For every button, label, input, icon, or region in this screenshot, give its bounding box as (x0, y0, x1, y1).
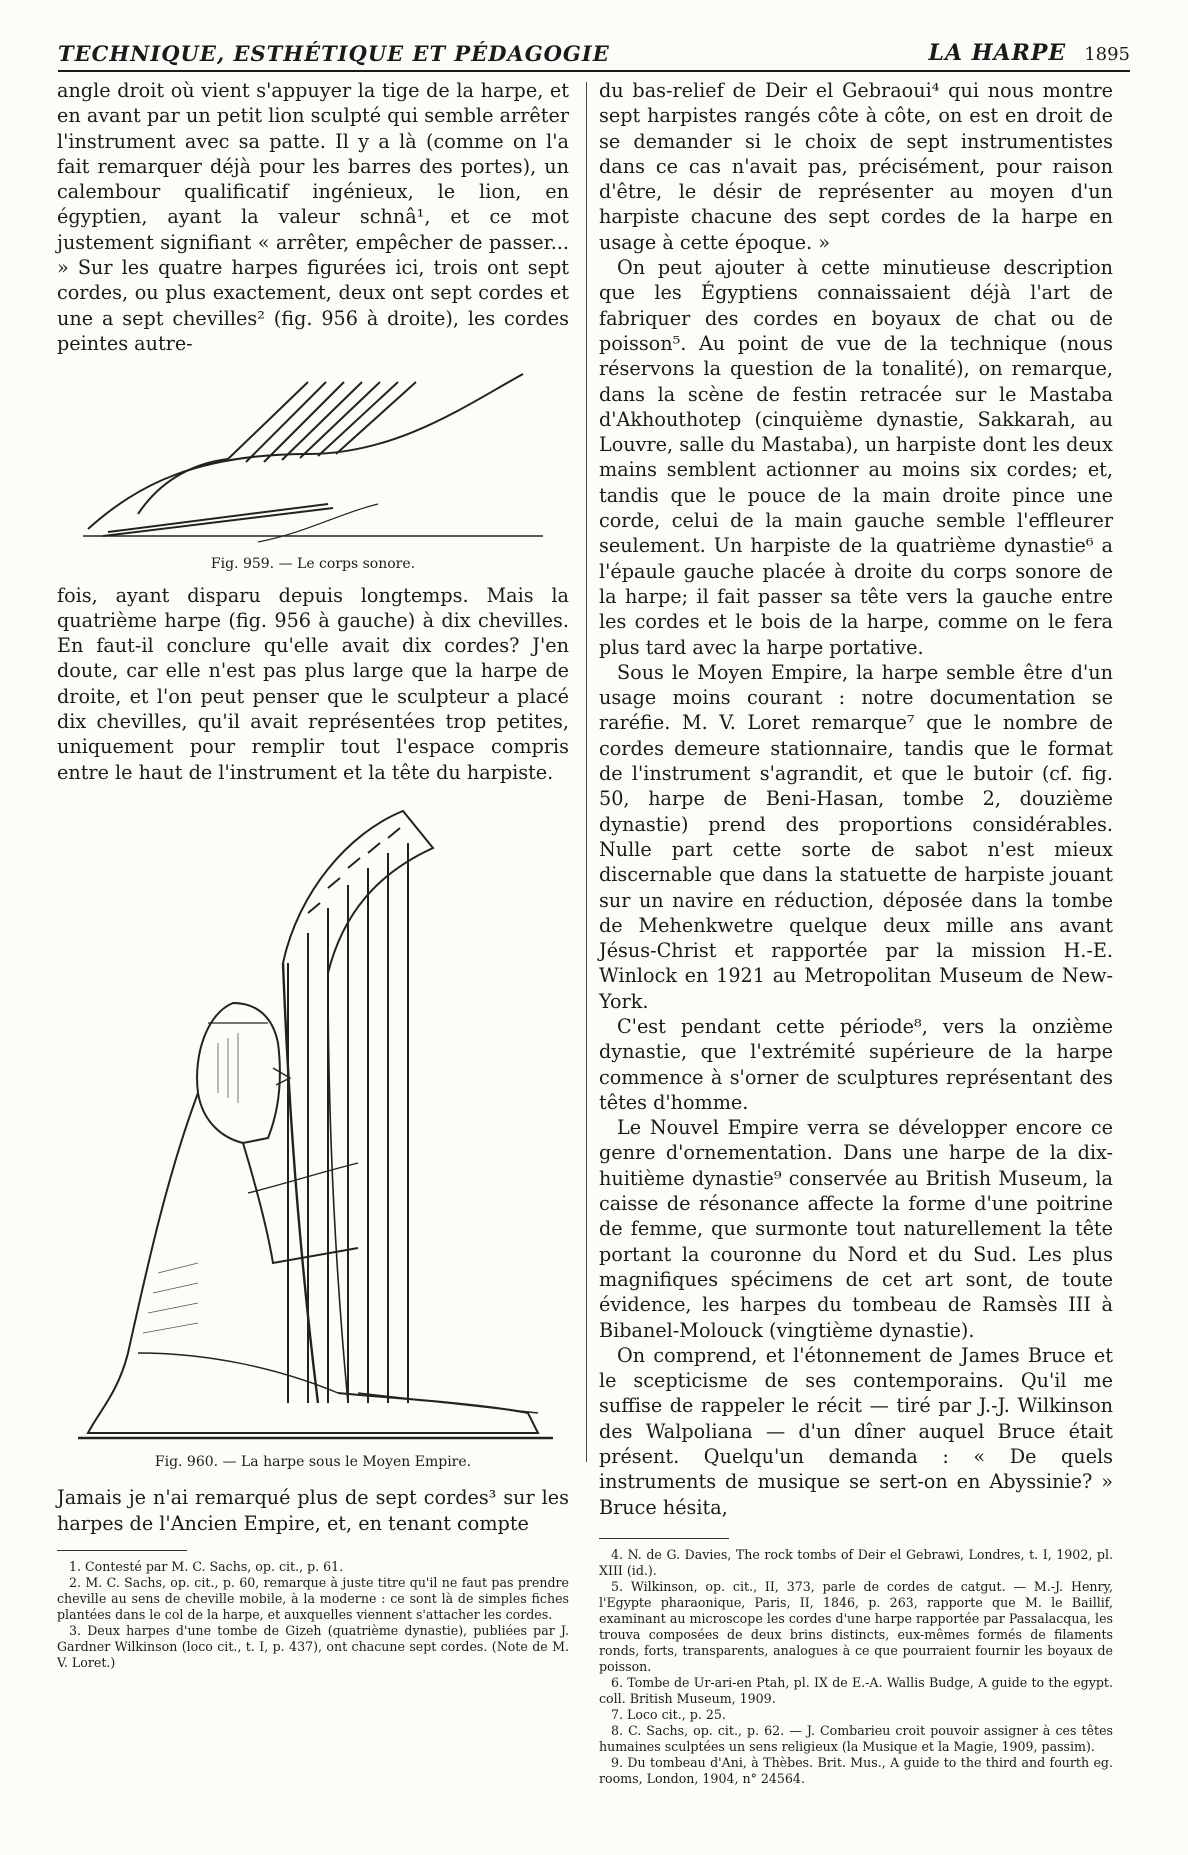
header-section-title: TECHNIQUE, ESTHÉTIQUE ET PÉDAGOGIE (58, 41, 610, 66)
right-paragraph-1: du bas-relief de Deir el Gebraoui⁴ qui nous montre sept harpistes rangés côte à côte, on est en droit de se demander si le choix de sept instrumentistes dans ce cas n'avait pas, précisément, pour raison d'être, le désir de représenter au moyen d'un harpiste chacune des sept cordes de la harpe en usage à cette époque. » (599, 79, 1113, 254)
footnote-separator-right (599, 1538, 729, 1539)
figure-959-caption: Fig. 959. — Le corps sonore. (210, 555, 416, 572)
figure-960-caption: Fig. 960. — La harpe sous le Moyen Empire. (154, 1454, 472, 1471)
right-paragraph-3: Sous le Moyen Empire, la harpe semble être d'un usage moins courant : notre documentation se raréfie. M. V. Loret remarque⁷ que le nombre de cordes demeure stationnaire, tandis que le format de l'instrument s'agrandit, et que le butoir (cf. fig. 50, harpe de Beni-Hasan, tombe 2, douzième dynastie) prend des proportions considérables. Nulle part cette sorte de sabot n'est mieux discernable que dans la statuette de harpiste jouant sur un navire en réduction, déposée dans la tombe de Mehenkwetre quelque deux mille ans avant Jésus-Christ et rapportée par la mission H.-E. Winlock en 1921 au Metropolitan Museum de New-York. (599, 660, 1113, 1013)
footnote-6: 6. Tombe de Ur-ari-en Ptah, pl. IX de E.-A. Wallis Budge, A guide to the egypt. coll. British Museum, 1909. (599, 1674, 1113, 1706)
left-paragraph-1: angle droit où vient s'appuyer la tige de la harpe, et en avant par un petit lion sculpté qui semble arrêter l'instrument avec sa patte. Il y a là (comme on l'a fait remarquer déjà pour les barres des portes), un calembour qualificatif ingénieux, le lion, en égyptien, ayant la valeur schnâ¹, et ce mot justement signifiant « arrêter, empêcher de passer... » Sur les quatre harpes figurées ici, trois ont sept cordes, ou plus exactement, deux ont sept cordes et une a sept chevilles² (fig. 956 à droite), les cordes peintes autre- (57, 79, 569, 355)
footnote-4: 4. N. de G. Davies, The rock tombs of Deir el Gebrawi, Londres, t. I, 1902, pl. XIII (id.). (599, 1546, 1113, 1578)
left-paragraph-3: Jamais je n'ai remarqué plus de sept cordes³ sur les harpes de l'Ancien Empire, et, en tenant compte (57, 1486, 569, 1535)
footnote-3: 3. Deux harpes d'une tombe de Gizeh (quatrième dynastie), publiées par J. Gardner Wilkinson (loco cit., t. I, p. 437), ont chacune sept cordes. (Note de M. V. Loret.) (57, 1622, 569, 1670)
right-paragraph-5: Le Nouvel Empire verra se développer encore ce genre d'ornementation. Dans une harpe de la dix-huitième dynastie⁹ conservée au British Museum, la caisse de résonance affecte la forme d'une poitrine de femme, que surmonte tout naturellement la tête portant la couronne du Nord et du Sud. Les plus magnifiques spécimens de cet art sont, de toute évidence, les harpes du tombeau de Ramsès III à Bibanel-Molouck (vingtième dynastie). (599, 1116, 1113, 1342)
left-footnotes (57, 1559, 569, 1671)
column-divider (586, 82, 587, 1462)
footnote-1: 1. Contesté par M. C. Sachs, op. cit., p. 61. (69, 1558, 344, 1574)
left-column (57, 78, 569, 1671)
footnote-7: 7. Loco cit., p. 25. (611, 1706, 726, 1722)
right-footnotes (599, 1547, 1113, 1787)
seated-harpist-illustration (58, 793, 568, 1443)
figure-959 (57, 364, 569, 572)
right-paragraph-6: On comprend, et l'étonnement de James Bruce et le scepticisme de ses contemporains. Qu'il me suffise de rappeler le récit — tiré par J.-J. Wilkinson des Walpoliana — d'un dîner auquel Bruce était présent. Quelqu'un demanda : « De quels instruments de musique se sert-on en Abyssinie? » Bruce hésita, (599, 1343, 1113, 1519)
left-paragraph-2: fois, ayant disparu depuis longtemps. Mais la quatrième harpe (fig. 956 à gauche) à dix chevilles. En faut-il conclure qu'elle avait dix cordes? J'en doute, car elle n'est pas plus large que la harpe de droite, et l'on peut penser que le sculpteur a placé dix chevilles, qu'il avait représentées trop petites, uniquement pour remplir tout l'espace compris entre le haut de l'instrument et la tête du harpiste. (57, 583, 569, 784)
header-right (929, 40, 1130, 70)
right-column (599, 78, 1113, 1787)
footnote-2: 2. M. C. Sachs, op. cit., p. 60, remarque à juste titre qu'il ne faut pas prendre cheville au sens de cheville mobile, à la moderne : ce sont là de simples fiches plantées dans le col de la harpe, et auxquelles viennent s'attacher les cordes. (57, 1574, 569, 1622)
header-chapter-title: LA HARPE (928, 40, 1067, 66)
page-number: 1895 (1084, 44, 1130, 65)
running-header (58, 36, 1130, 72)
harp-sound-box-illustration (78, 364, 548, 544)
footnote-5: 5. Wilkinson, op. cit., II, 373, parle de cordes de catgut. — M.-J. Henry, l'Egypte pharaonique, Paris, II, 1846, p. 263, rapporte que M. le Baillif, examinant au microscope les cordes d'une harpe rapportée par Passalacqua, les trouva composées de deux brins distincts, eux-mêmes formés de filaments ronds, forts, transparents, analogues à ce que pourraient fournir les boyaux de poisson. (599, 1578, 1113, 1674)
right-paragraph-2: On peut ajouter à cette minutieuse description que les Égyptiens connaissaient déjà l'art de fabriquer des cordes en boyaux de chat ou de poisson⁵. Au point de vue de la technique (nous réservons la question de la tonalité), on remarque, dans la scène de festin retracée sur le Mastaba d'Akhouthotep (cinquième dynastie, Sakkarah, au Louvre, salle du Mastaba), un harpiste dont les deux mains semblent actionner au moins six cordes; et, tandis que le pouce de la main droite pince une corde, celui de la main gauche semble l'effleurer seulement. Un harpiste de la quatrième dynastie⁶ a l'épaule gauche placée à droite du corps sonore de la harpe; il fait passer sa tête vers la gauche entre les cordes et le bois de la harpe, comme on le fera plus tard avec la harpe portative. (599, 256, 1113, 659)
footnote-separator-left (57, 1550, 187, 1551)
footnote-8: 8. C. Sachs, op. cit., p. 62. — J. Combarieu croit pouvoir assigner à ces têtes humaines sculptées un sens religieux (la Musique et la Magie, 1909, passim). (599, 1722, 1113, 1754)
figure-960 (57, 793, 569, 1471)
footnote-9: 9. Du tombeau d'Ani, à Thèbes. Brit. Mus., A guide to the third and fourth eg. rooms, London, 1904, n° 24564. (599, 1754, 1113, 1786)
right-paragraph-4: C'est pendant cette période⁸, vers la onzième dynastie, que l'extrémité supérieure de la harpe commence à s'orner de sculptures représentant des têtes d'homme. (599, 1014, 1113, 1114)
